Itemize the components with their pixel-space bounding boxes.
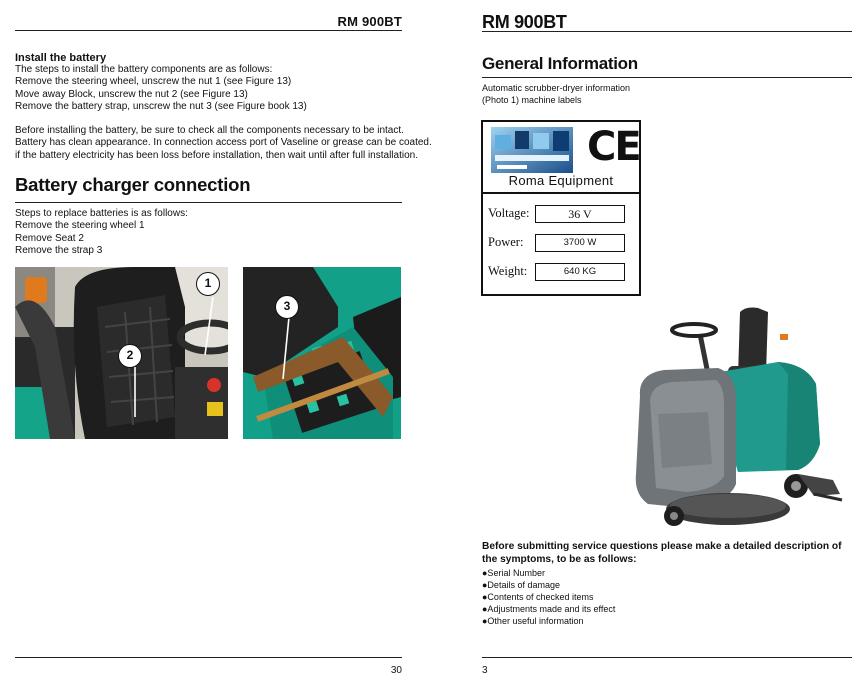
install-battery-title: Install the battery — [15, 52, 107, 64]
charger-steps — [15, 208, 188, 257]
general-intro — [482, 82, 630, 106]
page-header: RM 900BT — [482, 12, 567, 32]
spec-name: Power: — [488, 235, 524, 249]
page-header: RM 900BT — [337, 14, 402, 29]
warning-line: Battery has clean appearance. In connection access port of Vaseline or grease can be coated. — [15, 137, 432, 149]
machine-label — [481, 120, 641, 296]
brand-name: Roma Equipment — [508, 173, 614, 188]
spec-row-weight — [483, 262, 639, 284]
callout-1: 1 — [196, 272, 220, 296]
list-item: ●Other useful information — [482, 616, 584, 626]
charger-step-line: Remove Seat 2 — [15, 232, 84, 244]
warning-line: if the battery electricity has been loss before installation, then wait until after full installation. — [15, 149, 418, 161]
symptoms-instructions: Before submitting service questions please make a detailed description of the symptoms, to be as follows: — [482, 541, 842, 565]
install-steps — [15, 64, 405, 113]
general-information-title: General Information — [482, 54, 638, 73]
spec-name: Voltage: — [488, 206, 530, 220]
symptoms-list — [482, 567, 615, 627]
brand-logo-image — [491, 127, 573, 173]
list-item: ●Contents of checked items — [482, 592, 594, 602]
install-step-line: Move away Block, unscrew the nut 2 (see Figure 13) — [15, 88, 248, 100]
label-header — [483, 122, 639, 192]
spec-row-power — [483, 233, 639, 255]
charger-step-line: Steps to replace batteries is as follows: — [15, 208, 188, 219]
label-divider — [483, 192, 639, 194]
spec-value: 36 V — [535, 205, 625, 223]
install-step-line: The steps to install the battery components are as follows: — [15, 64, 273, 75]
right-page — [430, 0, 860, 688]
ce-mark: CE — [587, 124, 640, 170]
spec-value: 3700 W — [535, 234, 625, 252]
install-warning — [15, 125, 432, 162]
scrubber-dryer-machine-image — [628, 304, 846, 534]
battery-strap-photo — [243, 267, 401, 439]
list-item: ●Details of damage — [482, 580, 560, 590]
charger-step-line: Remove the steering wheel 1 — [15, 220, 145, 232]
list-item: ●Adjustments made and its effect — [482, 604, 616, 614]
install-step-line: Remove the steering wheel, unscrew the nut 1 (see Figure 13) — [15, 76, 292, 88]
callout-2: 2 — [118, 344, 142, 368]
page-number: 3 — [482, 665, 488, 676]
install-step-line: Remove the battery strap, unscrew the nut 3 (see Figure book 13) — [15, 100, 307, 112]
charger-step-line: Remove the strap 3 — [15, 244, 103, 256]
spec-row-voltage — [483, 204, 639, 226]
page-number: 30 — [390, 665, 402, 676]
section-rule — [15, 202, 402, 203]
footer-rule — [482, 657, 852, 658]
list-item: ●Serial Number — [482, 568, 545, 578]
footer-rule — [15, 657, 402, 658]
callout-3: 3 — [275, 295, 299, 319]
intro-line: Automatic scrubber-dryer information — [482, 83, 631, 93]
spec-name: Weight: — [488, 264, 528, 278]
header-rule — [482, 31, 852, 32]
charger-section-title: Battery charger connection — [15, 174, 251, 195]
spec-value: 640 KG — [535, 263, 625, 281]
warning-line: Before installing the battery, be sure to check all the components necessary to be intact. — [15, 125, 404, 136]
intro-line: (Photo 1) machine labels — [482, 95, 582, 105]
section-rule — [482, 77, 852, 78]
header-rule — [15, 30, 402, 31]
